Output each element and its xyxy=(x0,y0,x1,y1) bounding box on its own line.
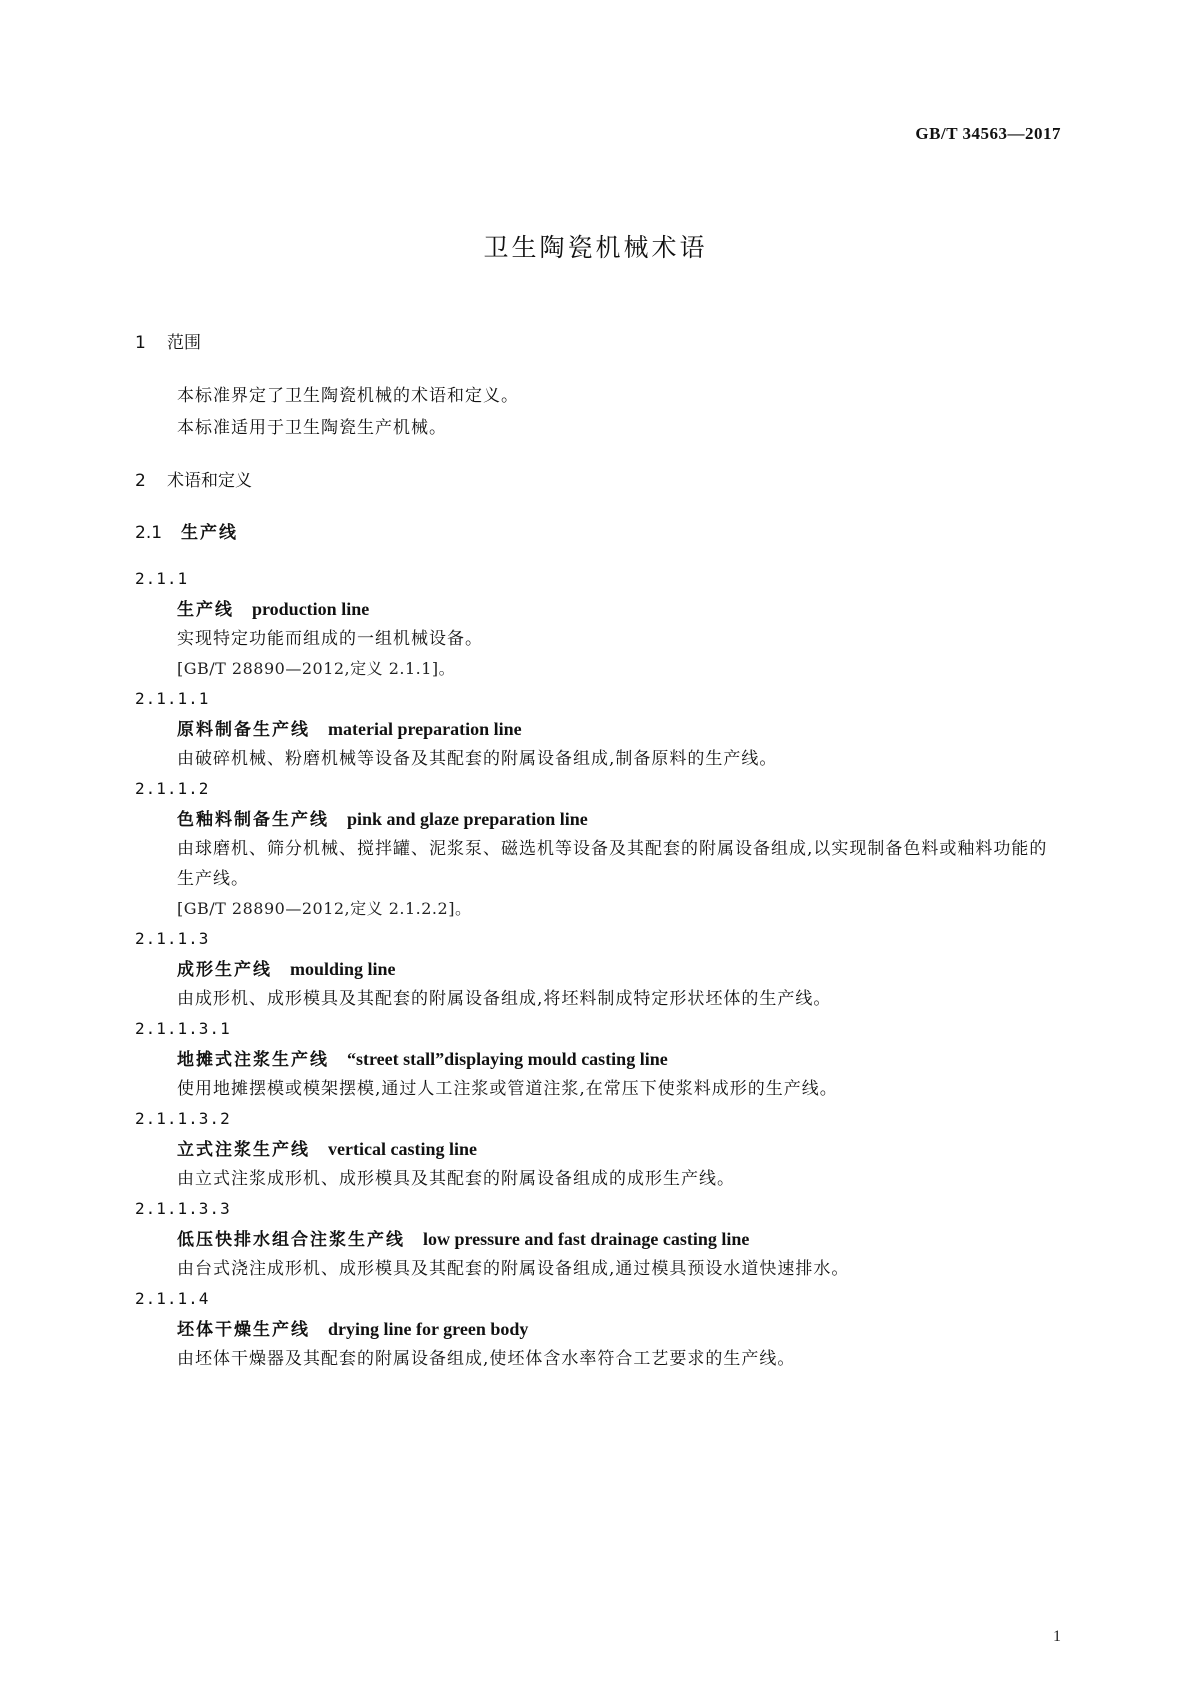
term-source: [GB/T 28890—2012,定义 2.1.2.2]。 xyxy=(177,899,472,918)
term-chinese: 立式注浆生产线 xyxy=(177,1140,310,1160)
term-chinese: 生产线 xyxy=(177,600,234,620)
scope-paragraph: 本标准适用于卫生陶瓷生产机械。 xyxy=(177,418,447,438)
term-definition: 由立式注浆成形机、成形模具及其配套的附属设备组成的成形生产线。 xyxy=(177,1169,735,1189)
section-title: 范围 xyxy=(167,333,201,353)
term-number: 2.1.1.2 xyxy=(135,779,210,798)
term-chinese: 坯体干燥生产线 xyxy=(177,1320,310,1340)
term-heading xyxy=(135,594,1065,624)
term-heading xyxy=(135,804,1065,834)
term-chinese: 低压快排水组合注浆生产线 xyxy=(177,1230,405,1250)
term-number: 2.1.1.3 xyxy=(135,929,210,948)
term-heading xyxy=(135,1134,1065,1164)
term-definition: 使用地摊摆模或模架摆模,通过人工注浆或管道注浆,在常压下使浆料成形的生产线。 xyxy=(177,1079,838,1099)
term-definition: 由破碎机械、粉磨机械等设备及其配套的附属设备组成,制备原料的生产线。 xyxy=(177,749,778,769)
term-english: vertical casting line xyxy=(328,1139,477,1159)
term-english: production line xyxy=(252,599,370,619)
term-number: 2.1.1.3.1 xyxy=(135,1019,231,1038)
term-english: drying line for green body xyxy=(328,1319,529,1339)
section-title: 术语和定义 xyxy=(167,471,252,491)
term-chinese: 成形生产线 xyxy=(177,960,272,980)
scope-paragraph: 本标准界定了卫生陶瓷机械的术语和定义。 xyxy=(177,386,519,406)
term-heading xyxy=(135,1314,1065,1344)
term-chinese: 色釉料制备生产线 xyxy=(177,810,329,830)
term-english: pink and glaze preparation line xyxy=(347,809,588,829)
term-definition: 实现特定功能而组成的一组机械设备。 xyxy=(177,629,483,649)
term-chinese: 地摊式注浆生产线 xyxy=(177,1050,329,1070)
term-definition: 由球磨机、筛分机械、搅拌罐、泥浆泵、磁选机等设备及其配套的附属设备组成,以实现制备色料或釉料功能的生产线。 xyxy=(177,839,1048,889)
document-title: 卫生陶瓷机械术语 xyxy=(483,233,708,262)
section-heading-terms xyxy=(135,466,1065,496)
subsection-heading xyxy=(135,518,1065,548)
term-heading xyxy=(135,1044,1065,1074)
page-number: 1 xyxy=(1053,1628,1061,1645)
section-number: 2 xyxy=(135,471,146,491)
term-english: material preparation line xyxy=(328,719,522,739)
term-english: low pressure and fast drainage casting line xyxy=(423,1229,750,1249)
term-number: 2.1.1.4 xyxy=(135,1289,210,1308)
term-chinese: 原料制备生产线 xyxy=(177,720,310,740)
term-heading xyxy=(135,954,1065,984)
term-number: 2.1.1.3.3 xyxy=(135,1199,231,1218)
term-definition: 由坯体干燥器及其配套的附属设备组成,使坯体含水率符合工艺要求的生产线。 xyxy=(177,1349,796,1369)
term-english: moulding line xyxy=(290,959,396,979)
term-definition: 由成形机、成形模具及其配套的附属设备组成,将坯料制成特定形状坯体的生产线。 xyxy=(177,989,832,1009)
term-number: 2.1.1.3.2 xyxy=(135,1109,231,1128)
section-heading-scope xyxy=(135,328,1065,358)
standard-code: GB/T 34563—2017 xyxy=(915,124,1061,143)
term-english: “street stall”displaying mould casting line xyxy=(347,1049,668,1069)
term-number: 2.1.1.1 xyxy=(135,689,210,708)
subsection-title: 生产线 xyxy=(181,523,238,543)
document-body xyxy=(135,328,1065,1374)
term-source: [GB/T 28890—2012,定义 2.1.1]。 xyxy=(177,659,456,678)
term-definition: 由台式浇注成形机、成形模具及其配套的附属设备组成,通过模具预设水道快速排水。 xyxy=(177,1259,850,1279)
section-number: 1 xyxy=(135,333,146,353)
term-heading xyxy=(135,714,1065,744)
term-heading xyxy=(135,1224,1065,1254)
subsection-number: 2.1 xyxy=(135,523,163,543)
term-number: 2.1.1 xyxy=(135,569,189,588)
